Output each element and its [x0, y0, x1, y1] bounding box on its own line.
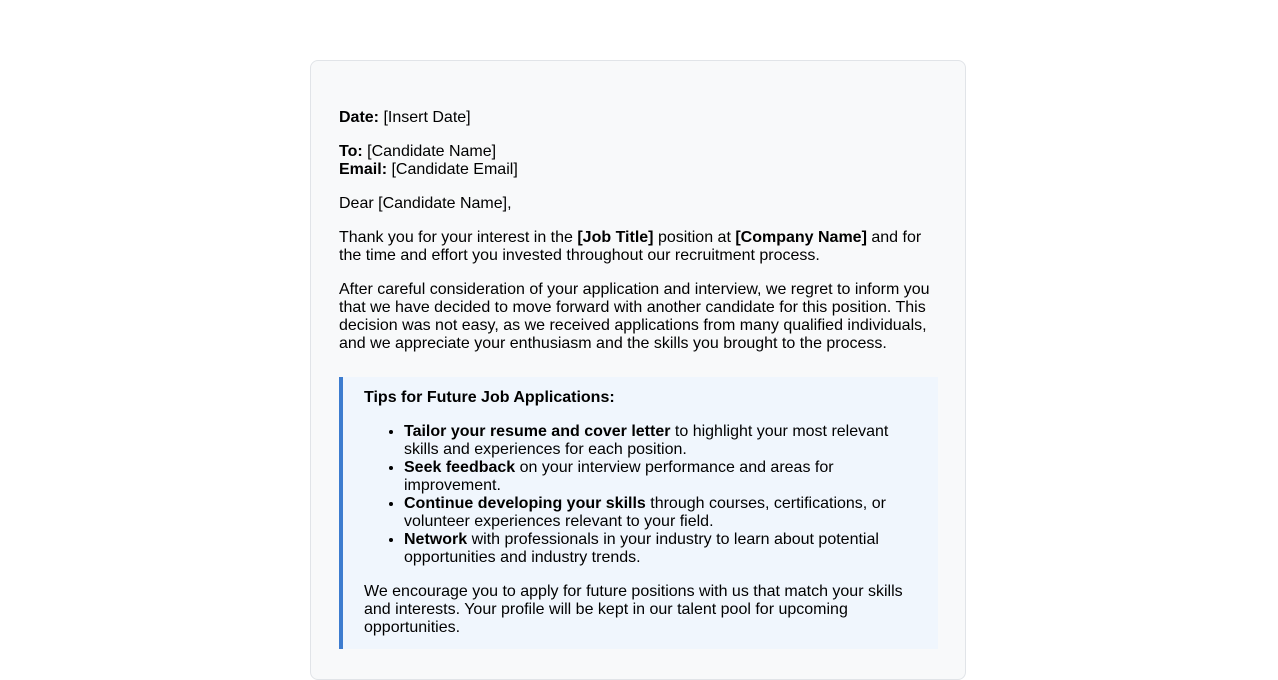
tips-title: Tips for Future Job Applications:: [364, 389, 615, 406]
letter-card: [310, 60, 966, 680]
email-value: [Candidate Email]: [391, 161, 518, 178]
decision-paragraph: After careful consideration of your application and interview, we regret to inform you that we have decided to move forward with another candidate for this position. This decision was not easy, as we received applications from many qualified individuals, and we appreciate your enthusiasm and the skills you brought to the process.: [339, 281, 930, 352]
to-value: [Candidate Name]: [367, 143, 497, 160]
date-line: [339, 109, 937, 127]
greeting: Dear [Candidate Name],: [339, 195, 512, 212]
to-line: [339, 143, 937, 161]
list-item: [404, 531, 918, 567]
intro-text-1: Thank you for your interest in the: [339, 229, 578, 246]
list-item: [404, 423, 918, 459]
tip-bold: Continue developing your skills: [404, 495, 646, 512]
tips-closing: We encourage you to apply for future positions with us that match your skills and interests. Your profile will be kept in our talent pool for upcoming opportunities.: [364, 583, 903, 636]
tip-text: to highlight your most relevant skills and experiences for each position.: [404, 423, 889, 458]
tip-text: on your interview performance and areas for improvement.: [404, 459, 834, 494]
email-label: Email:: [339, 161, 388, 178]
tip-bold: Network: [404, 531, 468, 548]
intro-text-3: and for the time and effort you invested throughout our recruitment process.: [339, 229, 922, 264]
tips-list: [364, 423, 918, 567]
tip-bold: Tailor your resume and cover letter: [404, 423, 671, 440]
tip-text: through courses, certifications, or volunteer experiences relevant to your field.: [404, 495, 886, 530]
intro-text-2: position at: [653, 229, 736, 246]
list-item: [404, 495, 918, 531]
company-name: [Company Name]: [735, 229, 867, 246]
intro-paragraph: [339, 229, 937, 265]
tip-text: with professionals in your industry to learn about potential opportunities and industry trends.: [404, 531, 879, 566]
date-label: Date:: [339, 109, 380, 126]
list-item: [404, 459, 918, 495]
date-value: [Insert Date]: [383, 109, 471, 126]
tip-bold: Seek feedback: [404, 459, 516, 476]
to-label: To:: [339, 143, 363, 160]
tips-box: [339, 377, 938, 649]
email-line: [339, 161, 937, 179]
job-title: [Job Title]: [577, 229, 654, 246]
